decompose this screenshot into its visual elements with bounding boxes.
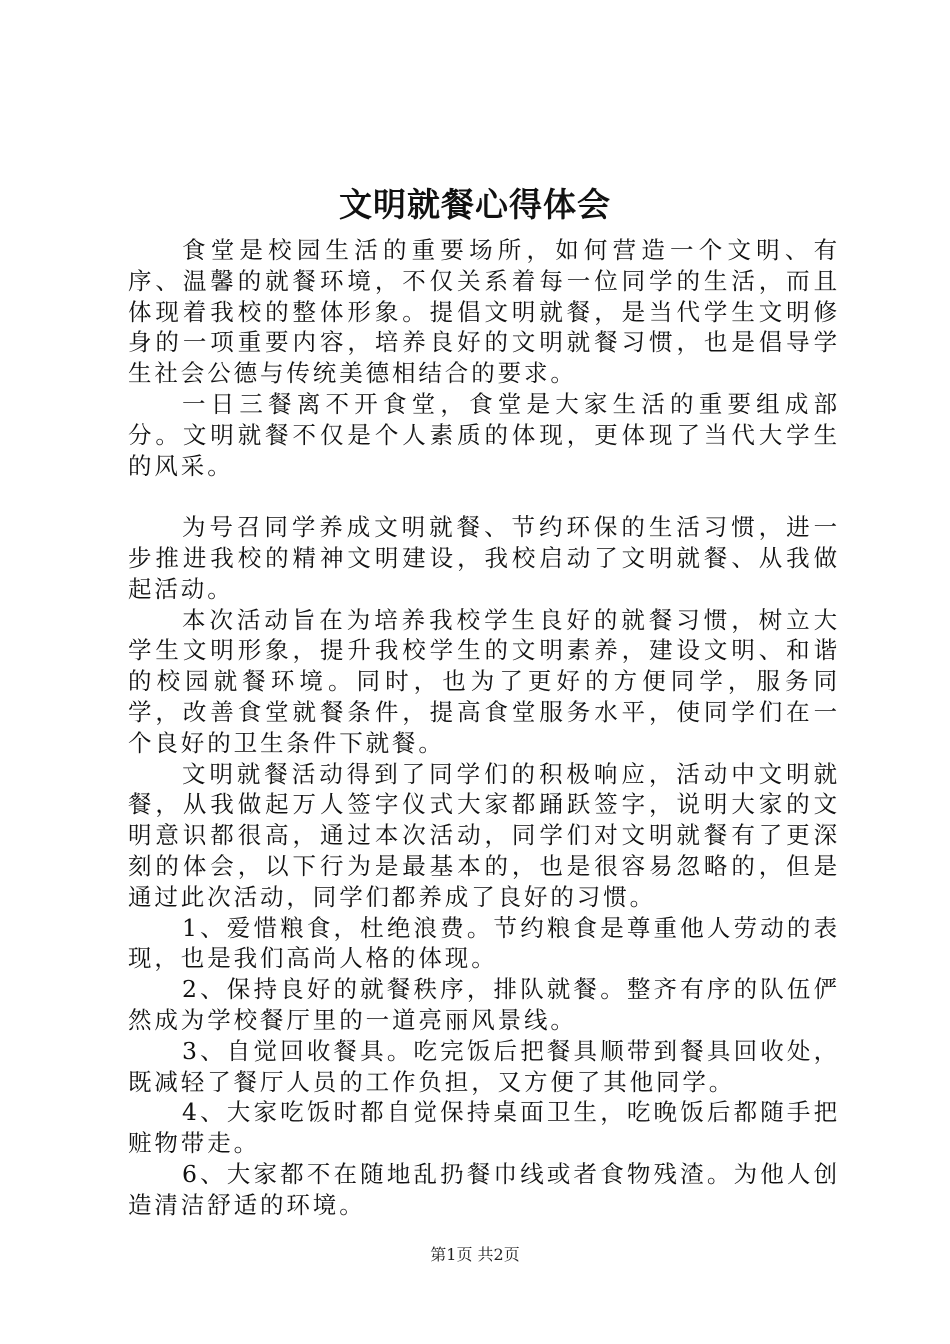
list-item: 1、爱惜粮食，杜绝浪费。节约粮食是尊重他人劳动的表现，也是我们高尚人格的体现。 <box>128 913 840 973</box>
paragraph: 食堂是校园生活的重要场所，如何营造一个文明、有序、温馨的就餐环境，不仅关系着每一位同学的生活，而且体现着我校的整体形象。提倡文明就餐，是当代学生文明修身的一项重要内容，培养良好的文明就餐习惯，也是倡导学生社会公德与传统美德相结合的要求。 <box>128 236 840 388</box>
document-title: 文明就餐心得体会 <box>339 185 611 224</box>
list-item: 6、大家都不在随地乱扔餐巾线或者食物残渣。为他人创造清洁舒适的环境。 <box>128 1159 840 1219</box>
list-item: 3、自觉回收餐具。吃完饭后把餐具顺带到餐具回收处，既减轻了餐厅人员的工作负担，又方便了其他同学。 <box>128 1036 840 1096</box>
document-body <box>128 235 840 1221</box>
page-number-footer: 第1页 共2页 <box>430 1245 520 1264</box>
paragraph: 本次活动旨在为培养我校学生良好的就餐习惯，树立大学生文明形象，提升我校学生的文明素养，建设文明、和谐的校园就餐环境。同时，也为了更好的方便同学，服务同学，改善食堂就餐条件，提高食堂服务水平，使同学们在一个良好的卫生条件下就餐。 <box>128 605 840 757</box>
list-item: 2、保持良好的就餐秩序，排队就餐。整齐有序的队伍俨然成为学校餐厅里的一道亮丽风景线。 <box>128 975 840 1034</box>
list-item: 4、大家吃饭时都自觉保持桌面卫生，吃晚饭后都随手把赃物带走。 <box>128 1098 840 1158</box>
paragraph: 为号召同学养成文明就餐、节约环保的生活习惯，进一步推进我校的精神文明建设，我校启动了文明就餐、从我做起活动。 <box>128 513 840 603</box>
paragraph: 一日三餐离不开食堂，食堂是大家生活的重要组成部分。文明就餐不仅是个人素质的体现，更体现了当代大学生的风采。 <box>128 389 840 480</box>
paragraph: 文明就餐活动得到了同学们的积极响应，活动中文明就餐，从我做起万人签字仪式大家都踊跃签字，说明大家的文明意识都很高，通过本次活动，同学们对文明就餐有了更深刻的体会，以下行为是最基本的，也是很容易忽略的，但是通过此次活动，同学们都养成了良好的习惯。 <box>128 759 840 911</box>
